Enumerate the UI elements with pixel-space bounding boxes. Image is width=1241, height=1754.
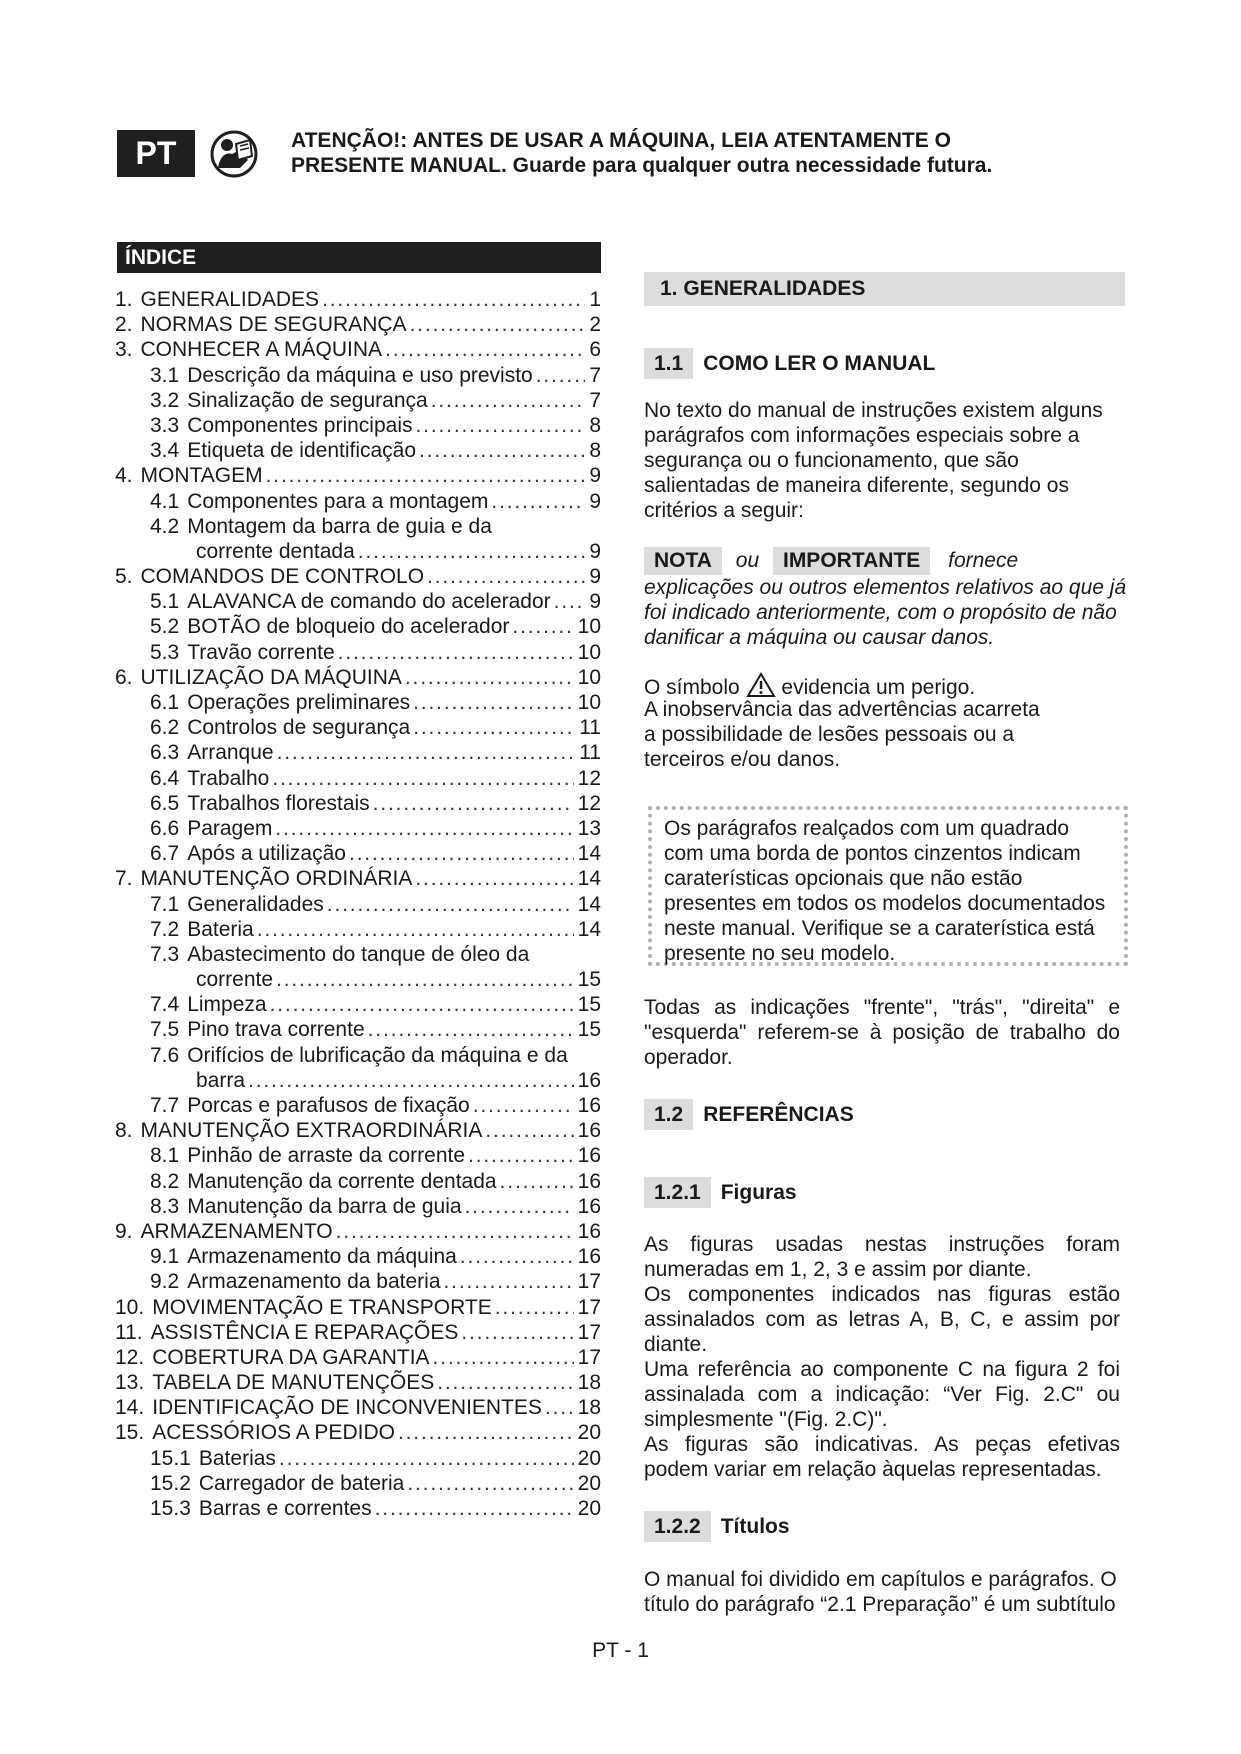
toc-entry[interactable] xyxy=(115,791,601,816)
toc-entry-number: 5. xyxy=(115,564,141,589)
toc-entry[interactable] xyxy=(115,589,601,614)
toc-entry-number: 15.3 xyxy=(150,1496,199,1521)
section-number: 1.2 xyxy=(644,1099,693,1130)
toc-entry-label: Sinalização de segurança xyxy=(187,389,431,412)
toc-entry-number: 1. xyxy=(115,287,141,312)
toc-entry-page: 14 xyxy=(574,866,601,891)
index-title: ÍNDICE xyxy=(117,242,601,273)
section-number: 1.1 xyxy=(644,348,693,379)
toc-entry-label: Generalidades xyxy=(187,893,327,916)
toc-entry-page: 9 xyxy=(585,589,601,614)
toc-entry[interactable] xyxy=(115,1295,601,1320)
toc-entry-page: 16 xyxy=(574,1219,601,1244)
toc-entry-number: 6.1 xyxy=(150,690,187,715)
toc-entry-number: 10. xyxy=(115,1295,152,1320)
optional-feature-text: Os parágrafos realçados com um quadrado com uma borda de pontos cinzentos indicam caraterísticas opcionais que não estão presentes em todos os modelos documentados neste manual. Verifique se a caraterística está presente no seu modelo. xyxy=(664,817,1106,965)
toc-entry-page: 16 xyxy=(574,1068,601,1093)
toc-entry-page: 20 xyxy=(574,1471,601,1496)
toc-entry-page: 14 xyxy=(574,917,601,942)
symbol-suffix: evidencia um perigo. xyxy=(781,676,976,699)
toc-entry-label: corrente xyxy=(196,968,276,991)
toc-entry-number: 14. xyxy=(115,1395,152,1420)
warning-heading xyxy=(291,128,1091,178)
toc-entry-page: 13 xyxy=(574,816,601,841)
toc-entry-label: Etiqueta de identificação xyxy=(187,439,419,462)
toc-entry[interactable] xyxy=(115,1219,601,1244)
toc-entry-number: 9.1 xyxy=(150,1244,187,1269)
toc-entry-label: Carregador de bateria xyxy=(199,1472,407,1495)
toc-entry[interactable] xyxy=(115,816,601,841)
toc-entry[interactable] xyxy=(115,766,601,791)
toc-entry-page: 16 xyxy=(574,1093,601,1118)
toc-entry-label: ALAVANCA de comando do acelerador xyxy=(187,590,553,613)
toc-entry[interactable] xyxy=(115,1169,601,1194)
toc-entry-label: Paragem xyxy=(187,817,275,840)
toc-entry-label: Orifícios de lubrificação da máquina e da xyxy=(187,1044,571,1067)
toc-entry-label: Componentes principais xyxy=(187,414,415,437)
toc-entry[interactable] xyxy=(115,841,601,866)
toc-entry-number: 6.6 xyxy=(150,816,187,841)
toc-entry-label: Manutenção da barra de guia xyxy=(187,1195,464,1218)
toc-entry-page: 16 xyxy=(574,1194,601,1219)
toc-entry[interactable] xyxy=(115,1118,601,1143)
toc-entry-page: 14 xyxy=(574,892,601,917)
toc-entry-number: 6.3 xyxy=(150,740,187,765)
toc-entry-number: 15.1 xyxy=(150,1446,199,1471)
toc-entry[interactable] xyxy=(115,866,601,891)
toc-entry-label: COMANDOS DE CONTROLO xyxy=(141,565,428,588)
toc-entry-page: 16 xyxy=(574,1169,601,1194)
toc-entry[interactable] xyxy=(115,438,601,463)
toc-entry-label: MANUTENÇÃO EXTRAORDINÁRIA xyxy=(141,1119,486,1142)
toc-entry[interactable] xyxy=(115,1420,601,1445)
symbol-prefix: O símbolo xyxy=(644,676,740,699)
toc-entry-page: 12 xyxy=(574,791,601,816)
toc-entry-number: 4. xyxy=(115,463,141,488)
toc-entry-page: 20 xyxy=(574,1446,601,1471)
section-1-2-heading xyxy=(644,1099,854,1130)
toc-entry-label: Após a utilização xyxy=(187,842,349,865)
toc-entry[interactable] xyxy=(115,1320,601,1345)
toc-entry[interactable] xyxy=(115,917,601,942)
toc-entry-label: Trabalhos florestais xyxy=(187,792,372,815)
toc-entry[interactable] xyxy=(115,992,601,1017)
toc-entry-number: 7.6 xyxy=(150,1043,187,1068)
toc-entry-label: BOTÃO de bloqueio do acelerador xyxy=(187,615,512,638)
toc-entry[interactable] xyxy=(115,514,601,539)
toc-entry[interactable] xyxy=(115,942,601,967)
toc-entry-number: 3.1 xyxy=(150,363,187,388)
toc-entry[interactable] xyxy=(115,1017,601,1042)
toc-entry-number: 6.7 xyxy=(150,841,187,866)
page-number: PT - 1 xyxy=(592,1639,649,1662)
toc-entry-number: 7.5 xyxy=(150,1017,187,1042)
section-1-1-heading xyxy=(644,348,935,379)
toc-entry-label: barra xyxy=(196,1069,248,1092)
language-badge: PT xyxy=(117,130,195,177)
toc-entry-number: 4.2 xyxy=(150,514,187,539)
toc-entry-number: 6.2 xyxy=(150,715,187,740)
figuras-para-1: As figuras usadas nestas instruções foram numeradas em 1, 2, 3 e assim por diante. xyxy=(644,1233,1120,1281)
warning-line-2: PRESENTE MANUAL. Guarde para qualquer outra necessidade futura. xyxy=(291,154,993,177)
toc-entry-number: 3. xyxy=(115,337,141,362)
toc-entry-label: Pino trava corrente xyxy=(187,1018,367,1041)
toc-entry-label: IDENTIFICAÇÃO DE INCONVENIENTES xyxy=(152,1396,545,1419)
toc-entry[interactable] xyxy=(115,1244,601,1269)
toc-entry-page: 18 xyxy=(574,1370,601,1395)
toc-entry[interactable] xyxy=(115,489,601,514)
toc-entry-label: UTILIZAÇÃO DA MÁQUINA xyxy=(141,666,405,689)
toc-entry-page: 11 xyxy=(575,715,601,740)
toc-entry[interactable] xyxy=(115,967,601,992)
toc-entry-number: 6. xyxy=(115,665,141,690)
toc-entry-number: 8.1 xyxy=(150,1143,187,1168)
toc-entry-label: ARMAZENAMENTO xyxy=(141,1220,336,1243)
toc-entry-page: 15 xyxy=(574,992,601,1017)
toc-entry-page: 9 xyxy=(585,564,601,589)
titulos-paragraph: O manual foi dividido em capítulos e parágrafos. O título do parágrafo “2.1 Preparação” é um subtítulo xyxy=(644,1568,1117,1616)
toc-entry[interactable] xyxy=(115,1370,601,1395)
toc-entry-label: CONHECER A MÁQUINA xyxy=(141,338,386,361)
toc-entry-page: 1 xyxy=(585,287,601,312)
section-title: COMO LER O MANUAL xyxy=(703,352,936,375)
intro-paragraph: No texto do manual de instruções existem alguns parágrafos com informações especiais sobre a segurança ou o funcionamento, que são salientadas de maneira diferente, segundo os critérios a seguir: xyxy=(644,399,1103,522)
toc-entry[interactable] xyxy=(115,1093,601,1118)
table-of-contents xyxy=(115,287,601,1521)
toc-entry-number: 2. xyxy=(115,312,141,337)
toc-entry-label: Travão corrente xyxy=(187,641,337,664)
toc-entry[interactable] xyxy=(115,1496,601,1521)
toc-entry[interactable] xyxy=(115,690,601,715)
toc-entry[interactable] xyxy=(115,1269,601,1294)
toc-entry-label: Armazenamento da bateria xyxy=(187,1270,443,1293)
toc-entry[interactable] xyxy=(115,388,601,413)
direction-paragraph: Todas as indicações "frente", "trás", "direita" e "esquerda" referem-se à posição de trabalho do operador. xyxy=(644,996,1120,1069)
toc-entry[interactable] xyxy=(115,1043,601,1068)
toc-entry[interactable] xyxy=(115,312,601,337)
toc-entry-number: 12. xyxy=(115,1345,152,1370)
section-1-title: 1. GENERALIDADES xyxy=(644,272,1125,306)
toc-entry-label: Limpeza xyxy=(187,993,269,1016)
toc-entry-page: 20 xyxy=(574,1496,601,1521)
toc-entry-page: 11 xyxy=(575,740,601,765)
toc-entry-page: 15 xyxy=(574,967,601,992)
toc-entry-number: 8.3 xyxy=(150,1194,187,1219)
toc-entry-number: 3.4 xyxy=(150,438,187,463)
toc-entry-label: Abastecimento do tanque de óleo da xyxy=(187,943,532,966)
toc-entry-page: 8 xyxy=(585,438,601,463)
toc-entry-number: 6.5 xyxy=(150,791,187,816)
fornece-word: fornece xyxy=(948,549,1019,572)
toc-entry[interactable] xyxy=(115,740,601,765)
toc-entry-number: 8. xyxy=(115,1118,141,1143)
toc-entry-label: corrente dentada xyxy=(196,540,358,563)
toc-entry-label: Descrição da máquina e uso previsto xyxy=(187,364,536,387)
toc-entry[interactable] xyxy=(115,463,601,488)
toc-entry-label: GENERALIDADES xyxy=(141,288,323,311)
toc-entry[interactable] xyxy=(115,1194,601,1219)
nota-tag: NOTA xyxy=(644,547,722,575)
section-number: 1.2.2 xyxy=(644,1511,711,1542)
toc-entry-page: 20 xyxy=(574,1420,601,1445)
toc-entry[interactable] xyxy=(115,715,601,740)
toc-entry-page: 10 xyxy=(574,640,601,665)
toc-entry-number: 7. xyxy=(115,866,141,891)
toc-entry-page: 16 xyxy=(574,1118,601,1143)
toc-entry-page: 7 xyxy=(585,363,601,388)
toc-entry-label: Manutenção da corrente dentada xyxy=(187,1170,499,1193)
warning-line-1: ATENÇÃO!: ANTES DE USAR A MÁQUINA, LEIA ATENTAMENTE O xyxy=(291,129,951,152)
toc-entry-number: 5.2 xyxy=(150,614,187,639)
toc-entry-number: 15. xyxy=(115,1420,152,1445)
toc-entry[interactable] xyxy=(115,337,601,362)
nota-paragraph: explicações ou outros elementos relativos ao que já foi indicado anteriormente, com o propósito de não danificar a máquina ou causar danos. xyxy=(644,576,1127,649)
toc-entry[interactable] xyxy=(115,1068,601,1093)
section-1-2-1-heading xyxy=(644,1177,797,1208)
toc-entry-label: Controlos de segurança xyxy=(187,716,413,739)
toc-entry-label: Arranque xyxy=(187,741,276,764)
toc-entry-label: Bateria xyxy=(187,918,257,941)
toc-entry-number: 5.1 xyxy=(150,589,187,614)
toc-entry[interactable] xyxy=(115,1395,601,1420)
toc-entry-page: 17 xyxy=(574,1295,601,1320)
toc-entry-page: 14 xyxy=(574,841,601,866)
section-title: Figuras xyxy=(720,1181,797,1204)
toc-entry-page: 8 xyxy=(585,413,601,438)
toc-entry-number: 3.2 xyxy=(150,388,187,413)
toc-entry[interactable] xyxy=(115,1471,601,1496)
nota-line xyxy=(644,547,1130,575)
importante-tag: IMPORTANTE xyxy=(773,547,930,575)
toc-entry-label: Pinhão de arraste da corrente xyxy=(187,1144,468,1167)
section-1-2-2-heading xyxy=(644,1511,790,1542)
toc-entry[interactable] xyxy=(115,539,601,564)
toc-entry-page: 9 xyxy=(585,463,601,488)
toc-entry-number: 7.7 xyxy=(150,1093,187,1118)
toc-entry-label: Porcas e parafusos de fixação xyxy=(187,1094,473,1117)
toc-entry-label: MONTAGEM xyxy=(141,464,266,487)
toc-entry-page: 10 xyxy=(574,690,601,715)
toc-entry-label: NORMAS DE SEGURANÇA xyxy=(141,313,410,336)
toc-entry-page: 16 xyxy=(574,1244,601,1269)
toc-entry-number: 15.2 xyxy=(150,1471,199,1496)
danger-triangle-icon xyxy=(746,672,776,698)
toc-entry-page: 17 xyxy=(574,1320,601,1345)
toc-entry-page: 9 xyxy=(585,539,601,564)
toc-entry-number: 7.2 xyxy=(150,917,187,942)
figuras-para-2: Os componentes indicados nas figuras estão assinalados com as letras A, B, C, e assim por diante. xyxy=(644,1283,1120,1356)
toc-entry-page: 12 xyxy=(574,766,601,791)
toc-entry-label: Trabalho xyxy=(187,767,272,790)
toc-entry-page: 2 xyxy=(585,312,601,337)
section-title: REFERÊNCIAS xyxy=(703,1103,854,1126)
toc-entry-number: 13. xyxy=(115,1370,152,1395)
section-number: 1.2.1 xyxy=(644,1177,711,1208)
figuras-para-4: As figuras são indicativas. As peças efetivas podem variar em relação àquelas representadas. xyxy=(644,1433,1120,1481)
toc-entry-label: COBERTURA DA GARANTIA xyxy=(152,1346,432,1369)
ou-word: ou xyxy=(735,549,760,572)
toc-entry-label: Operações preliminares xyxy=(187,691,413,714)
toc-entry[interactable] xyxy=(115,413,601,438)
toc-entry[interactable] xyxy=(115,640,601,665)
toc-entry-page: 18 xyxy=(574,1395,601,1420)
toc-entry-number: 7.4 xyxy=(150,992,187,1017)
symbol-paragraph: A inobservância das advertências acarreta a possibilidade de lesões pessoais ou a terceiros e/ou danos. xyxy=(644,698,1040,771)
toc-entry-label: Componentes para a montagem xyxy=(187,490,491,513)
symbol-line xyxy=(644,672,1130,700)
toc-entry[interactable] xyxy=(115,363,601,388)
toc-entry-label: MANUTENÇÃO ORDINÁRIA xyxy=(141,867,416,890)
toc-entry-page: 16 xyxy=(574,1143,601,1168)
toc-entry-number: 3.3 xyxy=(150,413,187,438)
toc-entry-page: 10 xyxy=(574,665,601,690)
toc-entry-number: 7.1 xyxy=(150,892,187,917)
toc-entry-page: 9 xyxy=(585,489,601,514)
toc-entry-number: 9.2 xyxy=(150,1269,187,1294)
toc-entry-label: Montagem da barra de guia e da xyxy=(187,515,495,538)
toc-entry-page: 7 xyxy=(585,388,601,413)
toc-entry[interactable] xyxy=(115,1446,601,1471)
toc-entry-page: 17 xyxy=(574,1269,601,1294)
figuras-paragraph xyxy=(644,1232,1120,1482)
toc-entry-number: 11. xyxy=(115,1320,151,1345)
toc-entry-label: Baterias xyxy=(199,1447,279,1470)
toc-entry-page: 17 xyxy=(574,1345,601,1370)
toc-entry-number: 4.1 xyxy=(150,489,187,514)
toc-entry-page: 6 xyxy=(585,337,601,362)
toc-entry-page: 15 xyxy=(574,1017,601,1042)
toc-entry[interactable] xyxy=(115,892,601,917)
toc-entry[interactable] xyxy=(115,1345,601,1370)
figuras-para-3: Uma referência ao componente C na figura 2 foi assinalada com a indicação: “Ver Fig. 2.C" ou simplesmente "(Fig. 2.C)". xyxy=(644,1358,1120,1431)
toc-entry[interactable] xyxy=(115,614,601,639)
toc-entry-label: ACESSÓRIOS A PEDIDO xyxy=(152,1421,398,1444)
toc-entry-label: Armazenamento da máquina xyxy=(187,1245,460,1268)
read-manual-icon xyxy=(210,130,258,178)
toc-entry[interactable] xyxy=(115,665,601,690)
toc-entry-number: 6.4 xyxy=(150,766,187,791)
toc-entry[interactable] xyxy=(115,1143,601,1168)
section-title: Títulos xyxy=(720,1515,790,1538)
toc-entry-label: ASSISTÊNCIA E REPARAÇÕES xyxy=(151,1321,462,1344)
toc-entry-page: 10 xyxy=(574,614,601,639)
toc-entry-number: 7.3 xyxy=(150,942,187,967)
toc-entry-label: MOVIMENTAÇÃO E TRANSPORTE xyxy=(152,1296,495,1319)
toc-entry[interactable] xyxy=(115,287,601,312)
optional-feature-box xyxy=(648,806,1128,966)
toc-entry-number: 9. xyxy=(115,1219,141,1244)
toc-entry[interactable] xyxy=(115,564,601,589)
toc-entry-label: Barras e correntes xyxy=(199,1497,375,1520)
toc-entry-number: 8.2 xyxy=(150,1169,187,1194)
toc-entry-number: 5.3 xyxy=(150,640,187,665)
toc-entry-label: TABELA DE MANUTENÇÕES xyxy=(152,1371,437,1394)
